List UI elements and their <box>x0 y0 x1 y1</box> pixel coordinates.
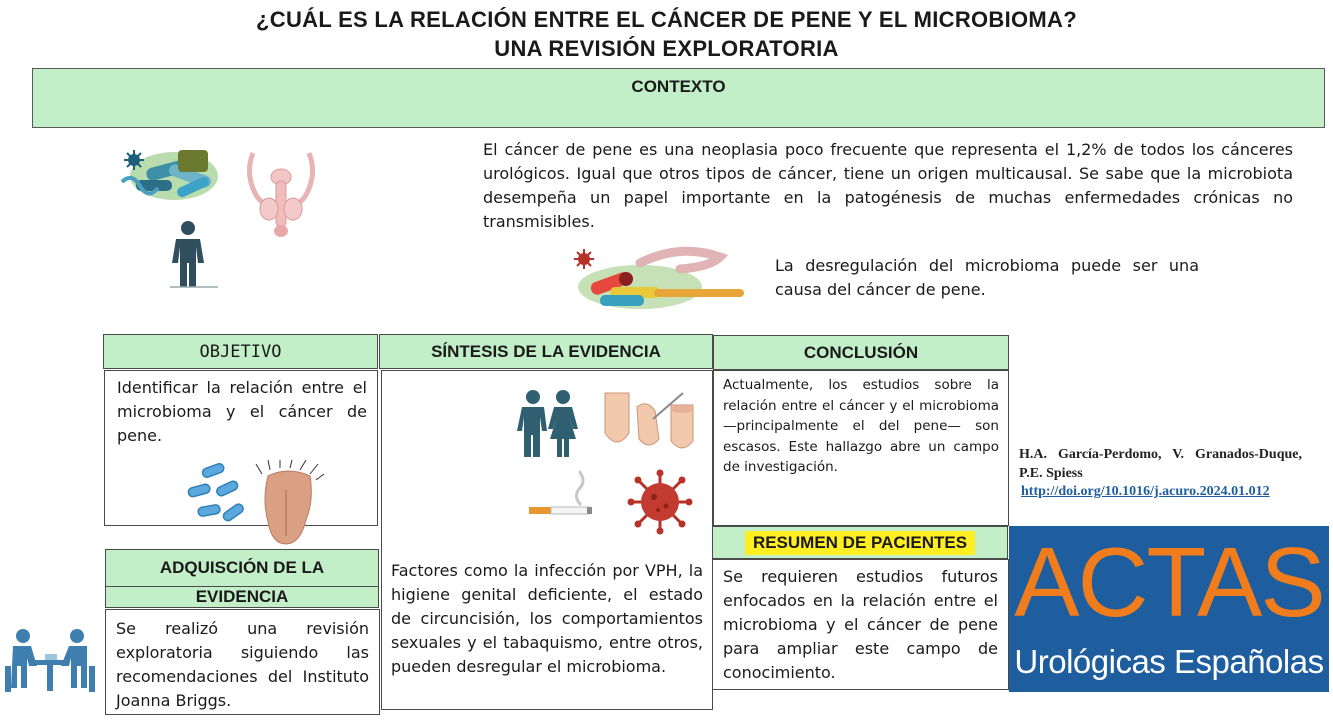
conclusion-heading: CONCLUSIÓN <box>713 335 1009 370</box>
adquisicion-heading-2 <box>105 586 379 608</box>
conclusion-text: Actualmente, los estudios sobre la relación entre el cáncer y el microbioma —principalmente el del pene— son escasos. Este hallazgo abre un campo de investigación. <box>723 377 999 475</box>
bacteria-cluster-icon <box>118 142 230 210</box>
contexto-bar <box>32 68 1325 128</box>
man-figure-icon <box>166 219 220 291</box>
doi-link[interactable]: http://doi.org/10.1016/j.acuro.2024.01.012 <box>1021 484 1270 499</box>
couple-icon <box>518 389 578 459</box>
resumen-text: Se requieren estudios futuros enfocados en la relación entre el microbioma y el cáncer de pene para ampliar este campo de conocimiento. <box>723 567 998 682</box>
journal-logo <box>1009 526 1329 692</box>
resumen-heading: RESUMEN DE PACIENTES <box>745 531 975 555</box>
resumen-box <box>712 559 1009 690</box>
objetivo-text: Identificar la relación entre el microbioma y el cáncer de pene. <box>117 378 367 445</box>
title-line-1: ¿CUÁL ES LA RELACIÓN ENTRE EL CÁNCER DE PENE Y EL MICROBIOMA? <box>256 7 1077 32</box>
contexto-paragraph: El cáncer de pene es una neoplasia poco frecuente que representa el 1,2% de todos los cánceres urológicos. Igual que otros tipos de cáncer, tiene un origen multicausal. Se sabe que la microbiota desempeña un papel importante en la patogénesis de muchas enfermedades crónicas no transmisibles. <box>483 140 1293 231</box>
journal-logo-word-1: ACTAS <box>1014 527 1324 637</box>
title-line-2: UNA REVISIÓN EXPLORATORIA <box>494 36 839 61</box>
penis-anatomy-icon <box>254 460 324 546</box>
journal-logo-word-2: Urológicas Españolas <box>1014 643 1324 680</box>
contexto-note: La desregulación del microbioma puede ser una causa del cáncer de pene. <box>775 256 1199 299</box>
adquisicion-heading-line1: ADQUISCIÓN DE LA <box>159 558 325 577</box>
resumen-heading-bar <box>712 526 1008 559</box>
conclusion-box <box>713 370 1009 526</box>
contexto-heading: CONTEXTO <box>631 77 726 96</box>
sintesis-text: Factores como la infección por VPH, la higiene genital deficiente, el estado de circuncisión, los comportamientos sexuales y el tabaquismo, entre otros, pueden desregular el microbioma. <box>391 561 703 676</box>
author-list: H.A. García-Perdomo, V. Granados-Duque, P.E. Spiess <box>1019 447 1302 481</box>
microbes-band-icon <box>570 243 750 315</box>
adquisicion-box <box>105 609 380 715</box>
sintesis-heading: SÍNTESIS DE LA EVIDENCIA <box>379 334 713 369</box>
bacilli-icon <box>184 464 248 526</box>
adquisicion-text: Se realizó una revisión exploratoria siguiendo las recomendaciones del Instituto Joanna Briggs. <box>116 619 369 710</box>
meeting-icon <box>3 626 97 696</box>
objetivo-heading: OBJETIVO <box>103 334 378 369</box>
adquisicion-heading <box>105 549 379 587</box>
adquisicion-heading-line2: EVIDENCIA <box>195 587 289 606</box>
cigarette-icon <box>527 467 597 521</box>
circumcision-icon <box>601 389 697 453</box>
male-urogenital-anatomy-icon <box>243 143 319 239</box>
virus-icon <box>628 470 692 534</box>
